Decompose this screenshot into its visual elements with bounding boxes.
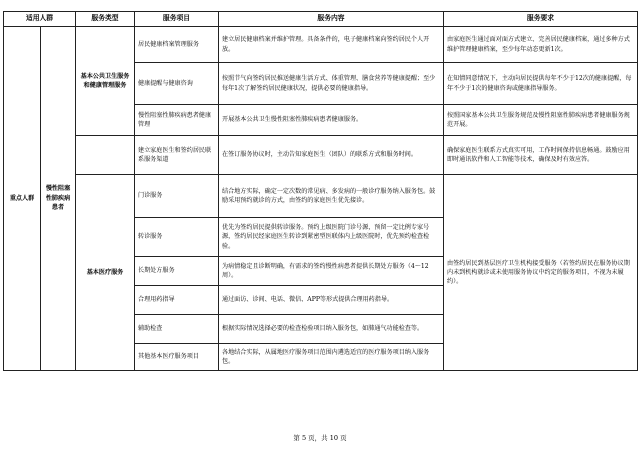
service-requirement-cell: 按照国家基本公共卫生服务规范及慢性阻塞性肺疾病患者健康服务规范开展。 xyxy=(444,105,638,136)
service-table xyxy=(3,11,638,371)
service-content-cell: 各地结合实际，从属地医疗服务项目范围内遴选适宜的医疗服务项目纳入服务包。 xyxy=(219,344,444,371)
service-requirement-cell: 确保家庭医生联系方式真实可用，工作时间保持信息畅通。鼓励应用即时通讯软件和人工智能等技术，确保及时有效应答。 xyxy=(444,136,638,175)
service-item-cell: 转诊服务 xyxy=(135,218,219,257)
group-sub-cell: 慢性阻塞性肺疾病患者 xyxy=(41,27,76,371)
service-content-cell: 根据实际情况选择必要的检查检验项目纳入服务包，如肺通气功能检查等。 xyxy=(219,315,444,344)
category-empty-cell xyxy=(76,136,135,175)
category-public-health-cell: 基本公共卫生服务和健康管理服务 xyxy=(76,27,135,136)
service-item-cell: 长期处方服务 xyxy=(135,257,219,286)
service-item-cell: 居民健康档案管理服务 xyxy=(135,27,219,63)
service-item-cell: 建立家庭医生和签约居民联系服务渠道 xyxy=(135,136,219,175)
table-row xyxy=(4,175,638,218)
service-item-cell: 合理用药指导 xyxy=(135,286,219,315)
service-requirement-cell: 由家庭医生通过面对面方式建立、完善居民健康档案，通过多种方式维护管理健康档案，至少每年动态更新1次。 xyxy=(444,27,638,63)
service-item-cell: 门诊服务 xyxy=(135,175,219,218)
header-service-content: 服务内容 xyxy=(219,12,444,27)
service-item-cell: 慢性阻塞性肺疾病患者健康管理 xyxy=(135,105,219,136)
header-service-item: 服务项目 xyxy=(135,12,219,27)
service-content-cell: 在签订服务协议时，主动告知家庭医生（团队）的联系方式和服务时间。 xyxy=(219,136,444,175)
service-content-cell: 按照节气向签约居民推送健康生活方式、体重管理、膳食营养等健康提醒；至少每年1次了解签约居民健康状况，提供必要的健康指导。 xyxy=(219,63,444,105)
header-target-group: 适用人群 xyxy=(4,12,76,27)
table-header-row xyxy=(4,12,638,27)
service-item-cell: 其他基本医疗服务项目 xyxy=(135,344,219,371)
service-content-cell: 为病情稳定且诊断明确，有需求的签约慢性病患者提供长期处方服务（4～12周）。 xyxy=(219,257,444,286)
service-item-cell: 辅助检查 xyxy=(135,315,219,344)
service-requirement-merged-cell: 由签约居民到基层医疗卫生机构接受服务（若签约居民在服务协议期内未到机构就诊或未使用服务协议中约定的服务项目，不视为未履约）。 xyxy=(444,175,638,371)
service-content-cell: 结合地方实际，确定一定次数的常见病、多发病的一般诊疗服务纳入服务包。鼓励采用预约就诊的方式，由签约的家庭医生优先接诊。 xyxy=(219,175,444,218)
service-content-cell: 建立居民健康档案并维护管理。具备条件的，电子健康档案向签约居民个人开放。 xyxy=(219,27,444,63)
header-service-requirement: 服务要求 xyxy=(444,12,638,27)
service-requirement-cell: 在知情同意情况下，主动向居民提供每年不少于12次的健康提醒，每年不少于1次的健康咨询或健康指导服务。 xyxy=(444,63,638,105)
service-content-cell: 通过面访、诊间、电话、微信、APP等形式提供合理用药指导。 xyxy=(219,286,444,315)
table-row xyxy=(4,27,638,63)
page-number: 第 5 页，共 10 页 xyxy=(293,434,347,442)
category-medical-cell: 基本医疗服务 xyxy=(76,175,135,371)
header-service-type: 服务类型 xyxy=(76,12,135,27)
service-content-cell: 开展基本公共卫生慢性阻塞性肺疾病患者健康服务。 xyxy=(219,105,444,136)
table-row xyxy=(4,136,638,175)
service-item-cell: 健康提醒与健康咨询 xyxy=(135,63,219,105)
group-main-cell: 重点人群 xyxy=(4,27,41,371)
service-content-cell: 优先为签约居民提供转诊服务。预约上级医院门诊号源，预留一定比例专家号源，签约居民经家庭医生转诊到紧密型医联体内上级医院时，优先预约检查检验。 xyxy=(219,218,444,257)
